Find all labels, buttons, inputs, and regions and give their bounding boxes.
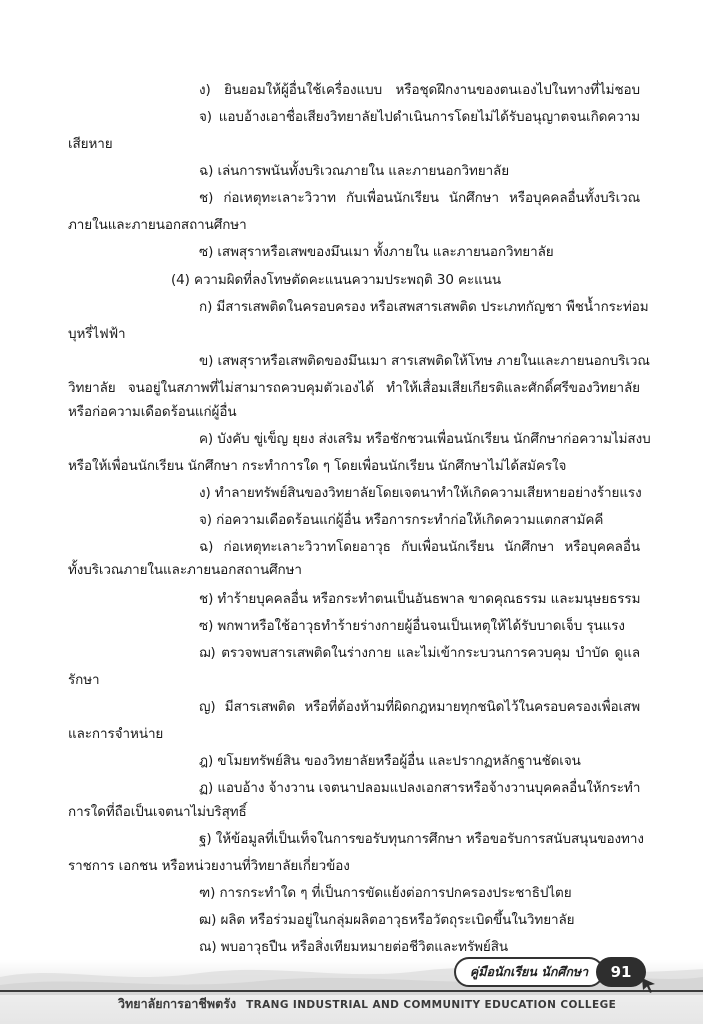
list-item: ญ) มีสารเสพติด หรือที่ต้องห้ามที่ผิดกฎหมายทุกชนิดไว้ในครอบครองเพื่อเสพ — [199, 699, 640, 715]
list-item: ฏ) แอบอ้าง จ้างวาน เจตนาปลอมแปลงเอกสารหรือจ้างวานบุคคลอื่นให้กระทำ — [199, 780, 641, 796]
list-item-continuation: เสียหาย — [68, 136, 113, 152]
list-item: ก) มีสารเสพติดในครอบครอง หรือเสพสารเสพติด ประเภทกัญชา พืชน้ำกระท่อม — [199, 299, 649, 315]
list-item: ค) บังคับ ขู่เข็ญ ยุยง ส่งเสริม หรือชักชวนเพื่อนนักเรียน นักศึกษาก่อความไม่สงบ — [199, 431, 651, 447]
list-item-continuation: บุหรี่ไฟฟ้า — [68, 326, 126, 342]
list-item-continuation: ราชการ เอกชน หรือหน่วยงานที่วิทยาลัยเกี่ยวข้อง — [68, 858, 350, 874]
page-number-badge — [596, 957, 646, 987]
handbook-label — [454, 957, 604, 987]
list-item: จ) แอบอ้างเอาชื่อเสียงวิทยาลัยไปดำเนินการโดยไม่ได้รับอนุญาตจนเกิดความ — [199, 109, 640, 125]
cursor-arrow-icon — [640, 976, 658, 994]
footer-rule — [0, 990, 703, 992]
list-item: ช) ก่อเหตุทะเลาะวิวาท กับเพื่อนนักเรียน นักศึกษา หรือบุคคลอื่นทั้งบริเวณ — [199, 190, 640, 206]
list-item: ง) ทำลายทรัพย์สินของวิทยาลัยโดยเจตนาทำให้เกิดความเสียหายอย่างร้ายแรง — [199, 485, 642, 501]
list-item: ฐ) ให้ข้อมูลที่เป็นเท็จในการขอรับทุนการศึกษา หรือขอรับการสนับสนุนของทาง — [199, 831, 644, 847]
college-name-english: TRANG INDUSTRIAL AND COMMUNITY EDUCATION COLLEGE — [246, 999, 617, 1011]
handbook-title: คู่มือนักเรียน นักศึกษา — [469, 964, 589, 979]
section-heading: (4) ความผิดที่ลงโทษตัดคะแนนความประพฤติ 30 คะแนน — [171, 272, 501, 288]
college-name — [118, 994, 616, 1014]
list-item: ณ) พบอาวุธปืน หรือสิ่งเทียมหมายต่อชีวิตและทรัพย์สิน — [199, 939, 508, 955]
list-item: ช) ทำร้ายบุคคลอื่น หรือกระทำตนเป็นอันธพาล ขาดคุณธรรม และมนุษยธรรม — [199, 591, 641, 607]
list-item-continuation: ภายในและภายนอกสถานศึกษา — [68, 217, 247, 233]
list-item: ฎ) ขโมยทรัพย์สิน ของวิทยาลัยหรือผู้อื่น และปรากฏหลักฐานชัดเจน — [199, 753, 581, 769]
list-item-continuation: หรือให้เพื่อนนักเรียน นักศึกษา กระทำการใด ๆ โดยเพื่อนนักเรียน นักศึกษาไม่ได้สมัครใจ — [68, 458, 567, 474]
list-item-continuation: หรือก่อความเดือดร้อนแก่ผู้อื่น — [68, 404, 237, 420]
list-item-continuation: รักษา — [68, 672, 100, 688]
list-item: จ) ก่อความเดือดร้อนแก่ผู้อื่น หรือการกระทำก่อให้เกิดความแตกสามัคคี — [199, 512, 604, 528]
list-item: ฒ) ผลิต หรือร่วมอยู่ในกลุ่มผลิตอาวุธหรือวัตถุระเบิดขึ้นในวิทยาลัย — [199, 912, 575, 928]
list-item-continuation: ทั้งบริเวณภายในและภายนอกสถานศึกษา — [68, 562, 302, 578]
list-item-continuation: และการจำหน่าย — [68, 726, 164, 742]
list-item-continuation: วิทยาลัย จนอยู่ในสภาพที่ไม่สามารถควบคุมตัวเองได้ ทำให้เสื่อมเสียเกียรติและศักดิ์ศรีของวิทยาลัย — [68, 380, 640, 396]
page-number: 91 — [610, 963, 632, 981]
list-item: ง) ยินยอมให้ผู้อื่นใช้เครื่องแบบ หรือชุดฝึกงานของตนเองไปในทางที่ไม่ชอบ — [199, 82, 640, 98]
list-item: ซ) พกพาหรือใช้อาวุธทำร้ายร่างกายผู้อื่นจนเป็นเหตุให้ได้รับบาดเจ็บ รุนแรง — [199, 618, 625, 634]
list-item: ฉ) ก่อเหตุทะเลาะวิวาทโดยอาวุธ กับเพื่อนนักเรียน นักศึกษา หรือบุคคลอื่น — [199, 539, 640, 555]
list-item: ข) เสพสุราหรือเสพติดของมึนเมา สารเสพติดให้โทษ ภายในและภายนอกบริเวณ — [199, 353, 650, 369]
list-item-continuation: การใดที่ถือเป็นเจตนาไม่บริสุทธิ์ — [68, 804, 247, 820]
college-name-thai: วิทยาลัยการอาชีพตรัง — [118, 996, 237, 1011]
list-item: ซ) เสพสุราหรือเสพของมึนเมา ทั้งภายใน และภายนอกวิทยาลัย — [199, 244, 554, 260]
list-item: ฌ) ตรวจพบสารเสพติดในร่างกาย และไม่เข้ากระบวนการควบคุม บำบัด ดูแล — [199, 645, 640, 661]
list-item: ฑ) การกระทำใด ๆ ที่เป็นการขัดแย้งต่อการปกครองประชาธิปไตย — [199, 885, 572, 901]
list-item: ฉ) เล่นการพนันทั้งบริเวณภายใน และภายนอกวิทยาลัย — [199, 163, 510, 179]
